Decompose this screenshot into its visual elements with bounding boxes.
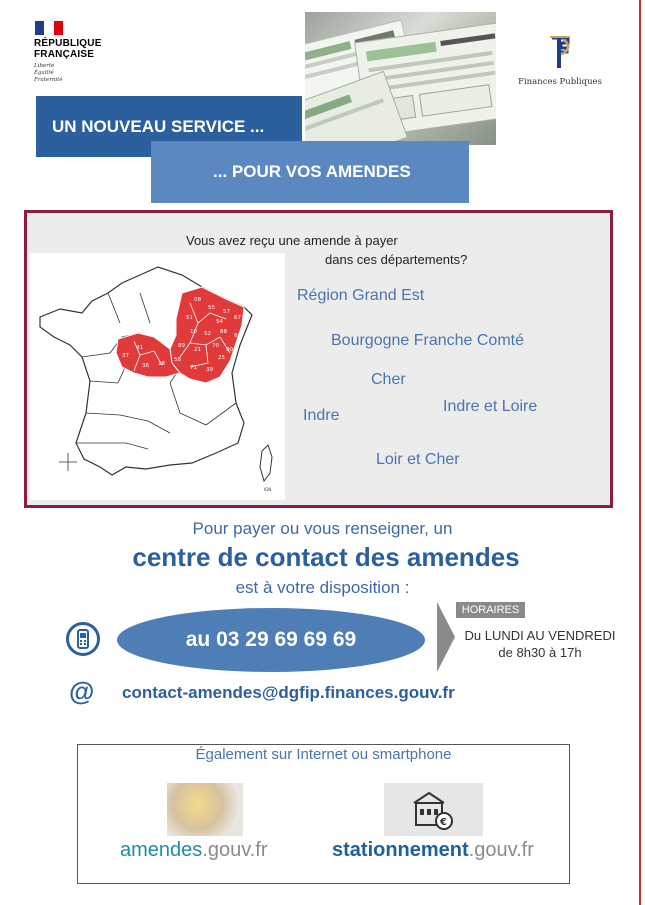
- phone-number: au 03 29 69 69 69: [185, 628, 357, 651]
- finances-publiques-logo: [510, 34, 610, 87]
- svg-text:€: €: [440, 817, 447, 828]
- republique-line-1: RÉPUBLIQUE: [34, 38, 102, 49]
- hours-days: Du LUNDI AU VENDREDI: [464, 628, 616, 643]
- finances-publiques-label: Finances Publiques: [518, 77, 602, 87]
- dept-52: 52: [204, 331, 211, 337]
- republique-francaise-title: [34, 38, 102, 60]
- dept-41: 41: [136, 345, 143, 351]
- republique-motto: [34, 63, 63, 84]
- at-icon: @: [69, 676, 95, 706]
- police-car-icon: [167, 783, 243, 836]
- motto-liberte: Liberté: [34, 63, 55, 69]
- dept-55: 55: [208, 305, 215, 311]
- amendes-site-domain: .gouv.fr: [202, 839, 268, 861]
- region-indre: Indre: [303, 407, 340, 424]
- online-box: [77, 744, 570, 884]
- dept-71: 71: [190, 365, 197, 371]
- motto-fraternite: Fraternité: [34, 77, 63, 83]
- hours-time: de 8h30 à 17h: [498, 645, 582, 660]
- fines-documents-photo: [305, 12, 496, 145]
- dept-54: 54: [216, 319, 223, 325]
- contact-intro: Pour payer ou vous renseigner, un: [192, 519, 453, 538]
- dept-10: 10: [190, 329, 197, 335]
- dept-08: 08: [194, 297, 201, 303]
- marianne-flag-icon: [35, 21, 63, 35]
- amendes-site-name: amendes: [120, 839, 203, 861]
- dept-51: 51: [186, 315, 193, 321]
- dept-90: 90: [226, 347, 233, 353]
- dept-58: 58: [174, 357, 181, 363]
- contact-disposition: est à votre disposition :: [235, 578, 410, 597]
- stationnement-site-name: stationnement: [332, 839, 469, 861]
- online-title: Également sur Internet ou smartphone: [195, 746, 452, 763]
- dept-18: 18: [158, 361, 165, 367]
- stationnement-site-domain: .gouv.fr: [468, 839, 534, 861]
- motto-egalite: Égalité: [34, 70, 54, 76]
- hours-badge: HORAIRES: [456, 602, 525, 618]
- region-loir-et-cher: Loir et Cher: [376, 451, 460, 468]
- finances-publiques-emblem-icon: [546, 34, 574, 70]
- republique-line-2: FRANÇAISE: [34, 49, 95, 60]
- dept-21: 21: [194, 347, 201, 353]
- banner-new-service-text: UN NOUVEAU SERVICE ...: [52, 116, 265, 136]
- france-departments-map: [30, 253, 285, 500]
- dept-36: 36: [142, 363, 149, 369]
- region-bourgogne-franche-comte: Bourgogne Franche Comté: [331, 332, 524, 349]
- parking-building-icon: [384, 783, 483, 836]
- contact-email-link[interactable]: contact-amendes@dgfip.finances.gouv.fr: [122, 683, 455, 702]
- question-line-2: dans ces départements?: [325, 252, 468, 267]
- dept-25: 25: [218, 355, 225, 361]
- dept-39: 39: [206, 367, 213, 373]
- dept-68: 68: [234, 333, 241, 339]
- page-edge-line: [639, 0, 641, 905]
- stationnement-site-link[interactable]: [332, 839, 534, 862]
- region-cher: Cher: [371, 371, 406, 388]
- dept-89: 89: [178, 343, 185, 349]
- banner-for-your-fines: [151, 141, 469, 203]
- dept-88: 88: [220, 329, 227, 335]
- dept-57: 57: [223, 309, 230, 315]
- phone-number-button[interactable]: [117, 608, 425, 672]
- amendes-site-link[interactable]: [120, 839, 268, 862]
- banner-for-your-fines-text: ... POUR VOS AMENDES: [213, 162, 411, 181]
- map-credit: IGN: [264, 487, 272, 492]
- question-line-1: Vous avez reçu une amende à payer: [186, 233, 398, 248]
- dept-70: 70: [212, 343, 219, 349]
- region-grand-est: Région Grand Est: [297, 287, 425, 304]
- region-indre-et-loire: Indre et Loire: [443, 398, 538, 415]
- dept-37: 37: [122, 353, 129, 359]
- contact-center-title: centre de contact des amendes: [132, 542, 520, 572]
- dept-67: 67: [234, 315, 241, 321]
- compass-icon: [59, 453, 77, 471]
- hours-text: [451, 627, 629, 661]
- phone-icon: [66, 622, 100, 656]
